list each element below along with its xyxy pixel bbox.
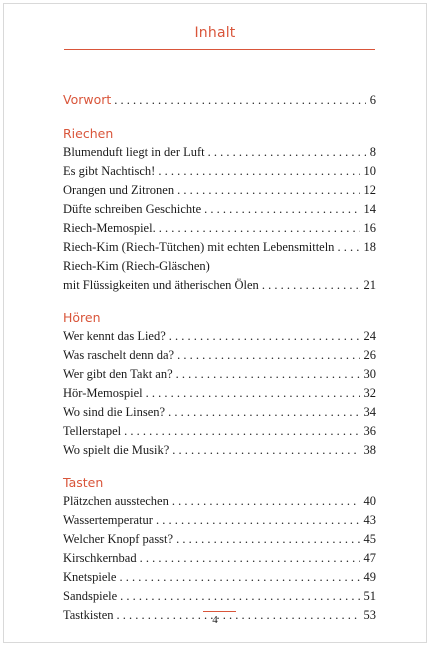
toc-entry-vorwort [63,90,376,109]
toc-entry [63,549,376,568]
section-heading: Tasten [63,475,104,490]
toc-entry [63,587,376,606]
toc-entry-label: Vorwort [63,92,112,107]
toc-entry-page: 10 [363,164,376,178]
toc-entry [63,219,376,238]
dot-leader [176,365,360,384]
toc-entry [63,327,376,346]
toc-entry-label: Riech-Memospiel. [63,221,156,235]
toc-entry-label: Plätzchen ausstechen [63,494,169,508]
toc-entry [63,492,376,511]
toc-entry-label: Blumenduft liegt in der Luft [63,145,205,159]
dot-leader [168,403,359,422]
toc-entry-label: Was raschelt denn da? [63,348,175,362]
dot-leader [124,422,359,441]
toc-entry [63,143,376,162]
dot-leader [177,181,359,200]
toc-entry [63,238,376,257]
dot-leader [169,327,360,346]
toc-entry-page: 45 [363,532,376,546]
toc-entry-label: Sandspiele [63,589,118,603]
book-page [3,3,427,643]
toc-entry-label: Kirschkernbad [63,551,137,565]
toc-entry-label: Wassertemperatur [63,513,153,527]
toc-entry-page: 43 [363,513,376,527]
section-heading: Hören [63,310,101,325]
toc-entry [63,365,376,384]
toc-entry-label: Hör-Memospiel [63,386,143,400]
page-title: Inhalt [194,25,236,41]
toc-entry [63,530,376,549]
toc-entry-page: 47 [363,551,376,565]
dot-leader [114,91,365,109]
toc-entry-label: Riech-Kim (Riech-Gläschen) [63,259,210,273]
toc-entry-label: Welcher Knopf passt? [63,532,174,546]
toc-entry-page: 49 [363,570,376,584]
toc-entry-page: 16 [363,221,376,235]
toc-entry-page: 36 [363,424,376,438]
toc-entry-page: 8 [369,145,376,159]
toc-entry [63,568,376,587]
toc-entry-page: 24 [363,329,376,343]
toc-entry-page: 51 [363,589,376,603]
dot-leader [120,587,359,606]
dot-leader [146,384,360,403]
toc-entry [63,384,376,403]
toc-entry [63,441,376,460]
dot-leader [176,530,359,549]
toc-entry-page: 32 [363,386,376,400]
toc-entry [63,181,376,200]
dot-leader [158,162,359,181]
dot-leader [177,346,359,365]
toc-entry-page: 38 [363,443,376,457]
page-number: 4 [212,614,218,626]
dot-leader [204,200,359,219]
toc-entry-label: Tellerstapel [63,424,122,438]
dot-leader [172,492,360,511]
footer-divider [203,611,236,612]
toc-section-tasten [63,473,376,625]
dot-leader [172,441,359,460]
toc-entry-label: Tastkisten [63,608,114,622]
toc-entry [63,257,376,276]
toc-entry-page: 34 [363,405,376,419]
toc-entry [63,276,376,295]
section-heading: Riechen [63,126,114,141]
toc-entry-label: Es gibt Nachtisch! [63,164,156,178]
toc-entry [63,162,376,181]
toc-entry-label: Wo spielt die Musik? [63,443,170,457]
toc-entry-page: 14 [363,202,376,216]
toc-entry-page: 53 [363,608,376,622]
toc-entry [63,422,376,441]
toc-entry-label: Orangen und Zitronen [63,183,175,197]
dot-leader [119,568,359,587]
toc-entry [63,346,376,365]
toc-entry-page: 40 [363,494,376,508]
toc-entry-label: Riech-Kim (Riech-Tütchen) mit echten Lebensmitteln [63,240,335,254]
dot-leader [159,219,360,238]
toc-entry-page: 18 [363,240,376,254]
dot-leader [262,276,360,295]
toc-entry-page: 30 [363,367,376,381]
toc-entry-label: mit Flüssigkeiten und ätherischen Ölen [63,278,259,292]
toc-entry-page: 12 [363,183,376,197]
toc-entry [63,403,376,422]
dot-leader [140,549,360,568]
toc-entry-page: 21 [363,278,376,292]
toc-entry [63,200,376,219]
toc-entry-page: 6 [369,93,376,107]
toc-entry-label: Wo sind die Linsen? [63,405,166,419]
dot-leader [337,238,359,257]
dot-leader [208,143,366,162]
toc-entry-label: Wer gibt den Takt an? [63,367,173,381]
toc-entry-label: Düfte schreiben Geschichte [63,202,202,216]
toc-entry [63,511,376,530]
toc-section-hoeren [63,308,376,460]
toc-entry-label: Knetspiele [63,570,117,584]
dot-leader [156,511,360,530]
table-of-contents [63,90,376,625]
toc-entry-page: 26 [363,348,376,362]
toc-entry-label: Wer kennt das Lied? [63,329,166,343]
title-divider [64,49,375,50]
toc-section-riechen [63,124,376,295]
